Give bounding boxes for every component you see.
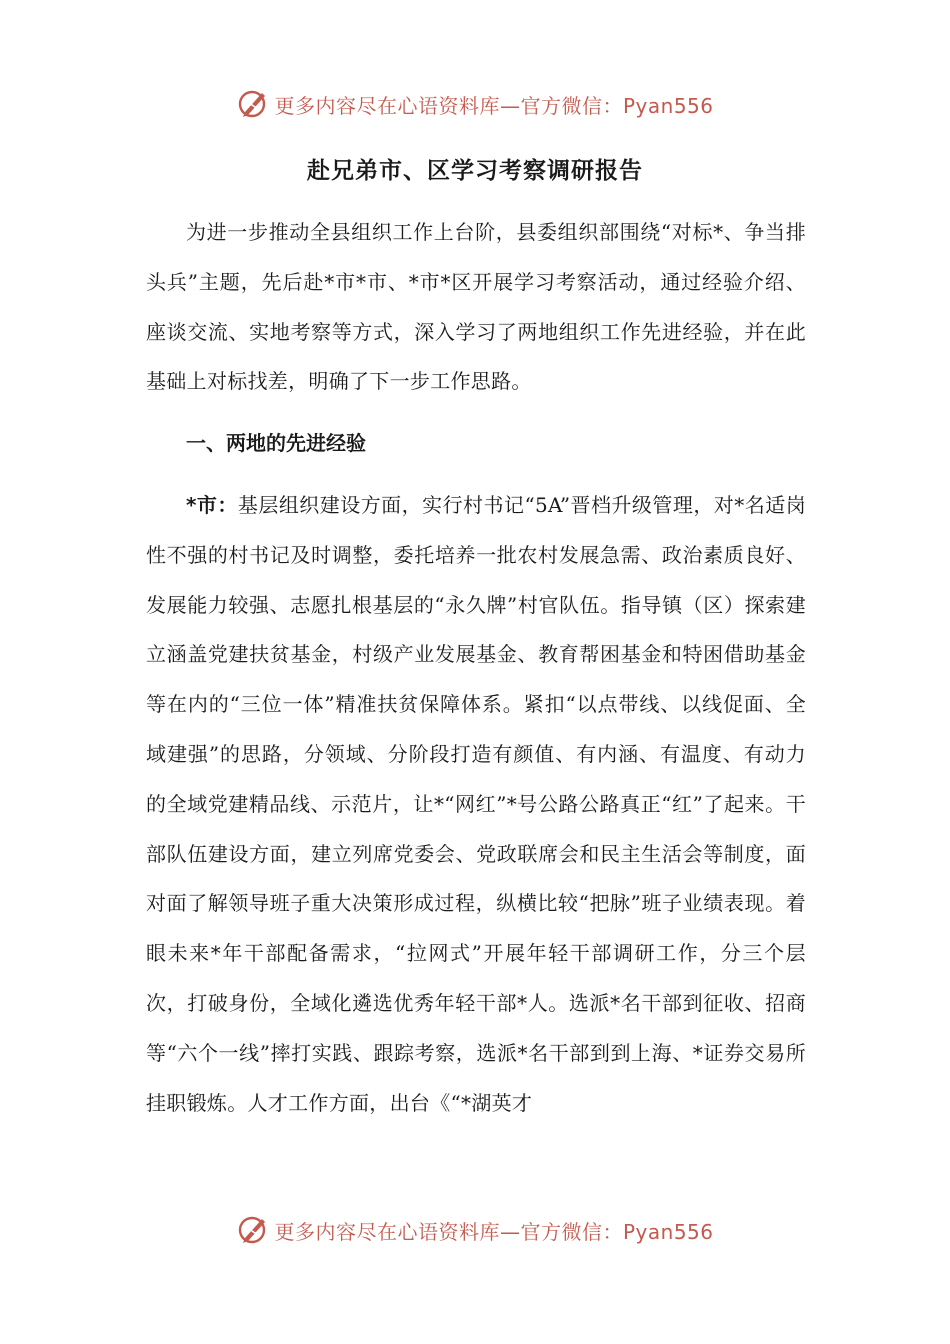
paragraph-lead: *市：	[186, 492, 238, 517]
watermark-text: 更多内容尽在心语资料库—官方微信：Pyan556	[274, 93, 714, 118]
watermark-wechat: Pyan556	[622, 93, 714, 118]
section-paragraph	[146, 481, 806, 1128]
watermark-banner-top	[0, 82, 950, 126]
intro-paragraph: 为进一步推动全县组织工作上台阶，县委组织部围绕“对标*、争当排头兵”主题，先后赴*市*市、*市*区开展学习考察活动，通过经验介绍、座谈交流、实地考察等方式，深入学习了两地组织工作先进经验，并在此基础上对标找差，明确了下一步工作思路。	[146, 220, 806, 394]
watermark-wechat: Pyan556	[622, 1219, 714, 1244]
pen-logo-icon	[236, 1213, 270, 1247]
document-body	[146, 208, 806, 1128]
pen-logo-icon	[236, 87, 270, 121]
watermark-banner-bottom	[0, 1208, 950, 1252]
paragraph-body: 基层组织建设方面，实行村书记“5A”晋档升级管理，对*名适岗性不强的村书记及时调整，委托培养一批农村发展急需、政治素质良好、发展能力较强、志愿扎根基层的“永久牌”村官队伍。指导镇（区）探索建立涵盖党建扶贫基金，村级产业发展基金、教育帮困基金和特困借助基金等在内的“三位一体”精准扶贫保障体系。紧扣“以点带线、以线促面、全域建强”的思路，分领域、分阶段打造有颜值、有内涵、有温度、有动力的全域党建精品线、示范片，让*“网红”*号公路公路真正“红”了起来。干部队伍建设方面，建立列席党委会、党政联席会和民主生活会等制度，面对面了解领导班子重大决策形成过程，纵横比较“把脉”班子业绩表现。着眼未来*年干部配备需求，“拉网式”开展年轻干部调研工作，分三个层次，打破身份，全域化遴选优秀年轻干部*人。选派*名干部到征收、招商等“六个一线”摔打实践、跟踪考察，选派*名干部到到上海、*证券交易所挂职锻炼。人才工作方面，出台《“*湖英才	[146, 492, 806, 1115]
watermark-text: 更多内容尽在心语资料库—官方微信：Pyan556	[274, 1219, 714, 1244]
section-heading: 一、两地的先进经验	[186, 431, 366, 456]
document-title: 赴兄弟市、区学习考察调研报告	[307, 158, 643, 184]
